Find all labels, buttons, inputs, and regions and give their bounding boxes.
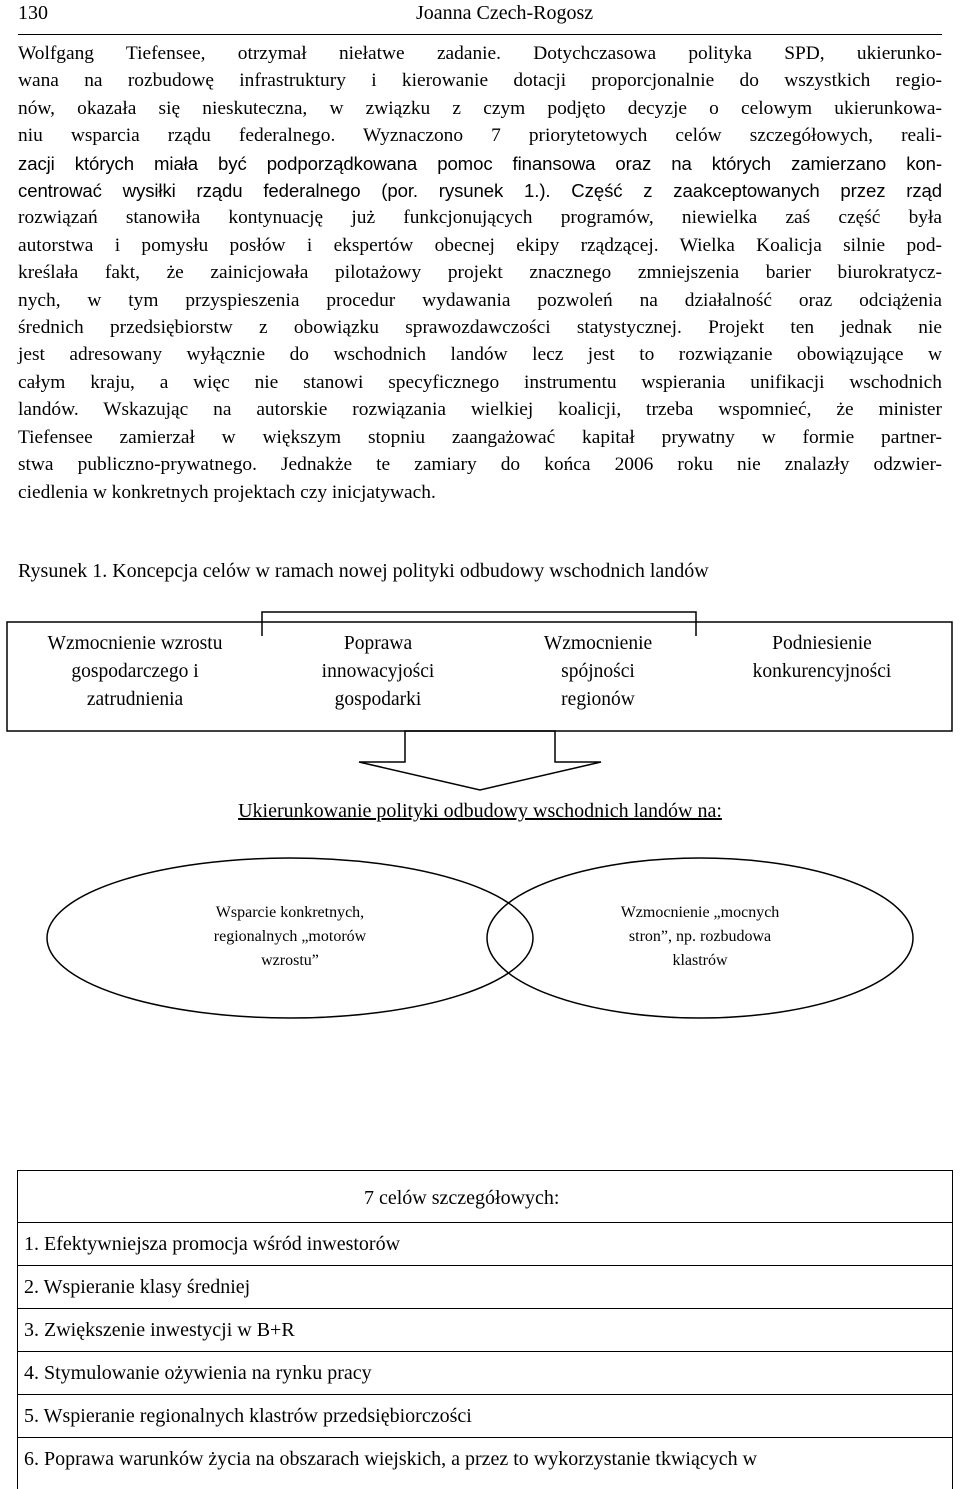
detailed-goals-table: [17, 1170, 953, 1489]
orientation-title: Ukierunkowanie polityki odbudowy wschodnich landów na:: [238, 800, 722, 822]
body-line: nów, okazała się nieskuteczna, w związku z czym podjęto decyzje o celowym ukierunkowa-: [18, 97, 942, 119]
body-line: ciedlenia w konkretnych projektach czy inicjatywach.: [18, 481, 436, 503]
main-goal-3: Wzmocnienie spójności regionów: [543, 633, 653, 710]
body-line: landów. Wskazując na autorskie rozwiązania wielkiej koalicji, trzeba wspomnieć, że minister: [18, 399, 942, 421]
main-goal-2: Poprawa innowacyjości gospodarki: [321, 633, 435, 710]
detailed-goal-row: 5. Wspieranie regionalnych klastrów przedsiębiorczości: [18, 1394, 952, 1438]
detailed-goal-row: 1. Efektywniejsza promocja wśród inwestorów: [18, 1222, 952, 1266]
body-line: całym kraju, a więc nie stanowi specyficznego instrumentu wspierania unifikacji wschodnich: [18, 371, 942, 393]
body-line: nych, w tym przyspieszenia procedur wydawania pozwoleń na działalność oraz odciążenia: [18, 289, 942, 311]
body-line: kreślała fakt, że zainicjowała pilotażowy projekt znacznego zmniejszenia barier biurokratycz-: [18, 262, 942, 284]
figure-caption: Rysunek 1. Koncepcja celów w ramach nowej polityki odbudowy wschodnich landów: [18, 560, 709, 582]
body-line: stwa publiczno-prywatnego. Jednakże te zamiary do końca 2006 roku nie znalazły odzwier-: [18, 454, 942, 476]
body-line: rozwiązań stanowiła kontynuację już funkcjonujących programów, niewielka zaś część była: [18, 207, 942, 229]
running-head-author: Joanna Czech-Rogosz: [416, 2, 594, 24]
detailed-goals-title: 7 celów szczegółowych:: [364, 1187, 560, 1209]
body-line: wana na rozbudowę infrastruktury i kierowanie dotacji proporcjonalnie do wszystkich regio-: [18, 70, 942, 92]
main-goal-1: Wzmocnienie wzrostu gospodarczego i zatrudnienia: [47, 633, 223, 710]
orientation-left-text: Wsparcie konkretnych, regionalnych „motorów wzrostu”: [213, 904, 367, 969]
header-rule: [18, 34, 942, 35]
body-line: Tiefensee zamierzał w większym stopniu zaangażować kapitał prywatny w formie partner-: [18, 426, 942, 448]
body-line: zacji których miała być podporządkowana pomoc finansowa oraz na których zamierzano kon-: [18, 152, 942, 174]
detailed-goal-row: 2. Wspieranie klasy średniej: [18, 1265, 952, 1309]
body-line: średnich przedsiębiorstw z obowiązku sprawozdawczości statystycznej. Projekt ten jednak nie: [18, 317, 942, 339]
page-header: [18, 0, 942, 40]
page-number: 130: [18, 2, 48, 24]
detailed-goal-row: 3. Zwiększenie inwestycji w B+R: [18, 1308, 952, 1352]
body-line: Wolfgang Tiefensee, otrzymał niełatwe zadanie. Dotychczasowa polityka SPD, ukierunko-: [18, 43, 942, 64]
body-line: centrować wysiłki rządu federalnego (por. rysunek 1.). Część z zaakceptowanych przez rząd: [18, 180, 942, 202]
detailed-goal-row: 4. Stymulowanie ożywienia na rynku pracy: [18, 1351, 952, 1395]
main-goal-4: Podniesienie konkurencyjności: [752, 633, 892, 682]
body-paragraph: [18, 40, 942, 506]
body-line: autorstwa i pomysłu posłów i ekspertów obecnej ekipy rządzącej. Wielka Koalicja silnie pod-: [18, 234, 942, 256]
down-arrow: [359, 731, 601, 790]
detailed-goal-row: 6. Poprawa warunków życia na obszarach wiejskich, a przez to wykorzystanie tkwiących w: [18, 1437, 952, 1481]
body-line: jest adresowany wyłącznie do wschodnich landów lecz jest to rozwiązanie obowiązujące w: [18, 344, 942, 366]
orientation-right-text: Wzmocnienie „mocnych stron”, np. rozbudowa klastrów: [620, 904, 780, 969]
body-line: niu wsparcia rządu federalnego. Wyznaczono 7 priorytetowych celów szczegółowych, reali-: [18, 125, 942, 147]
